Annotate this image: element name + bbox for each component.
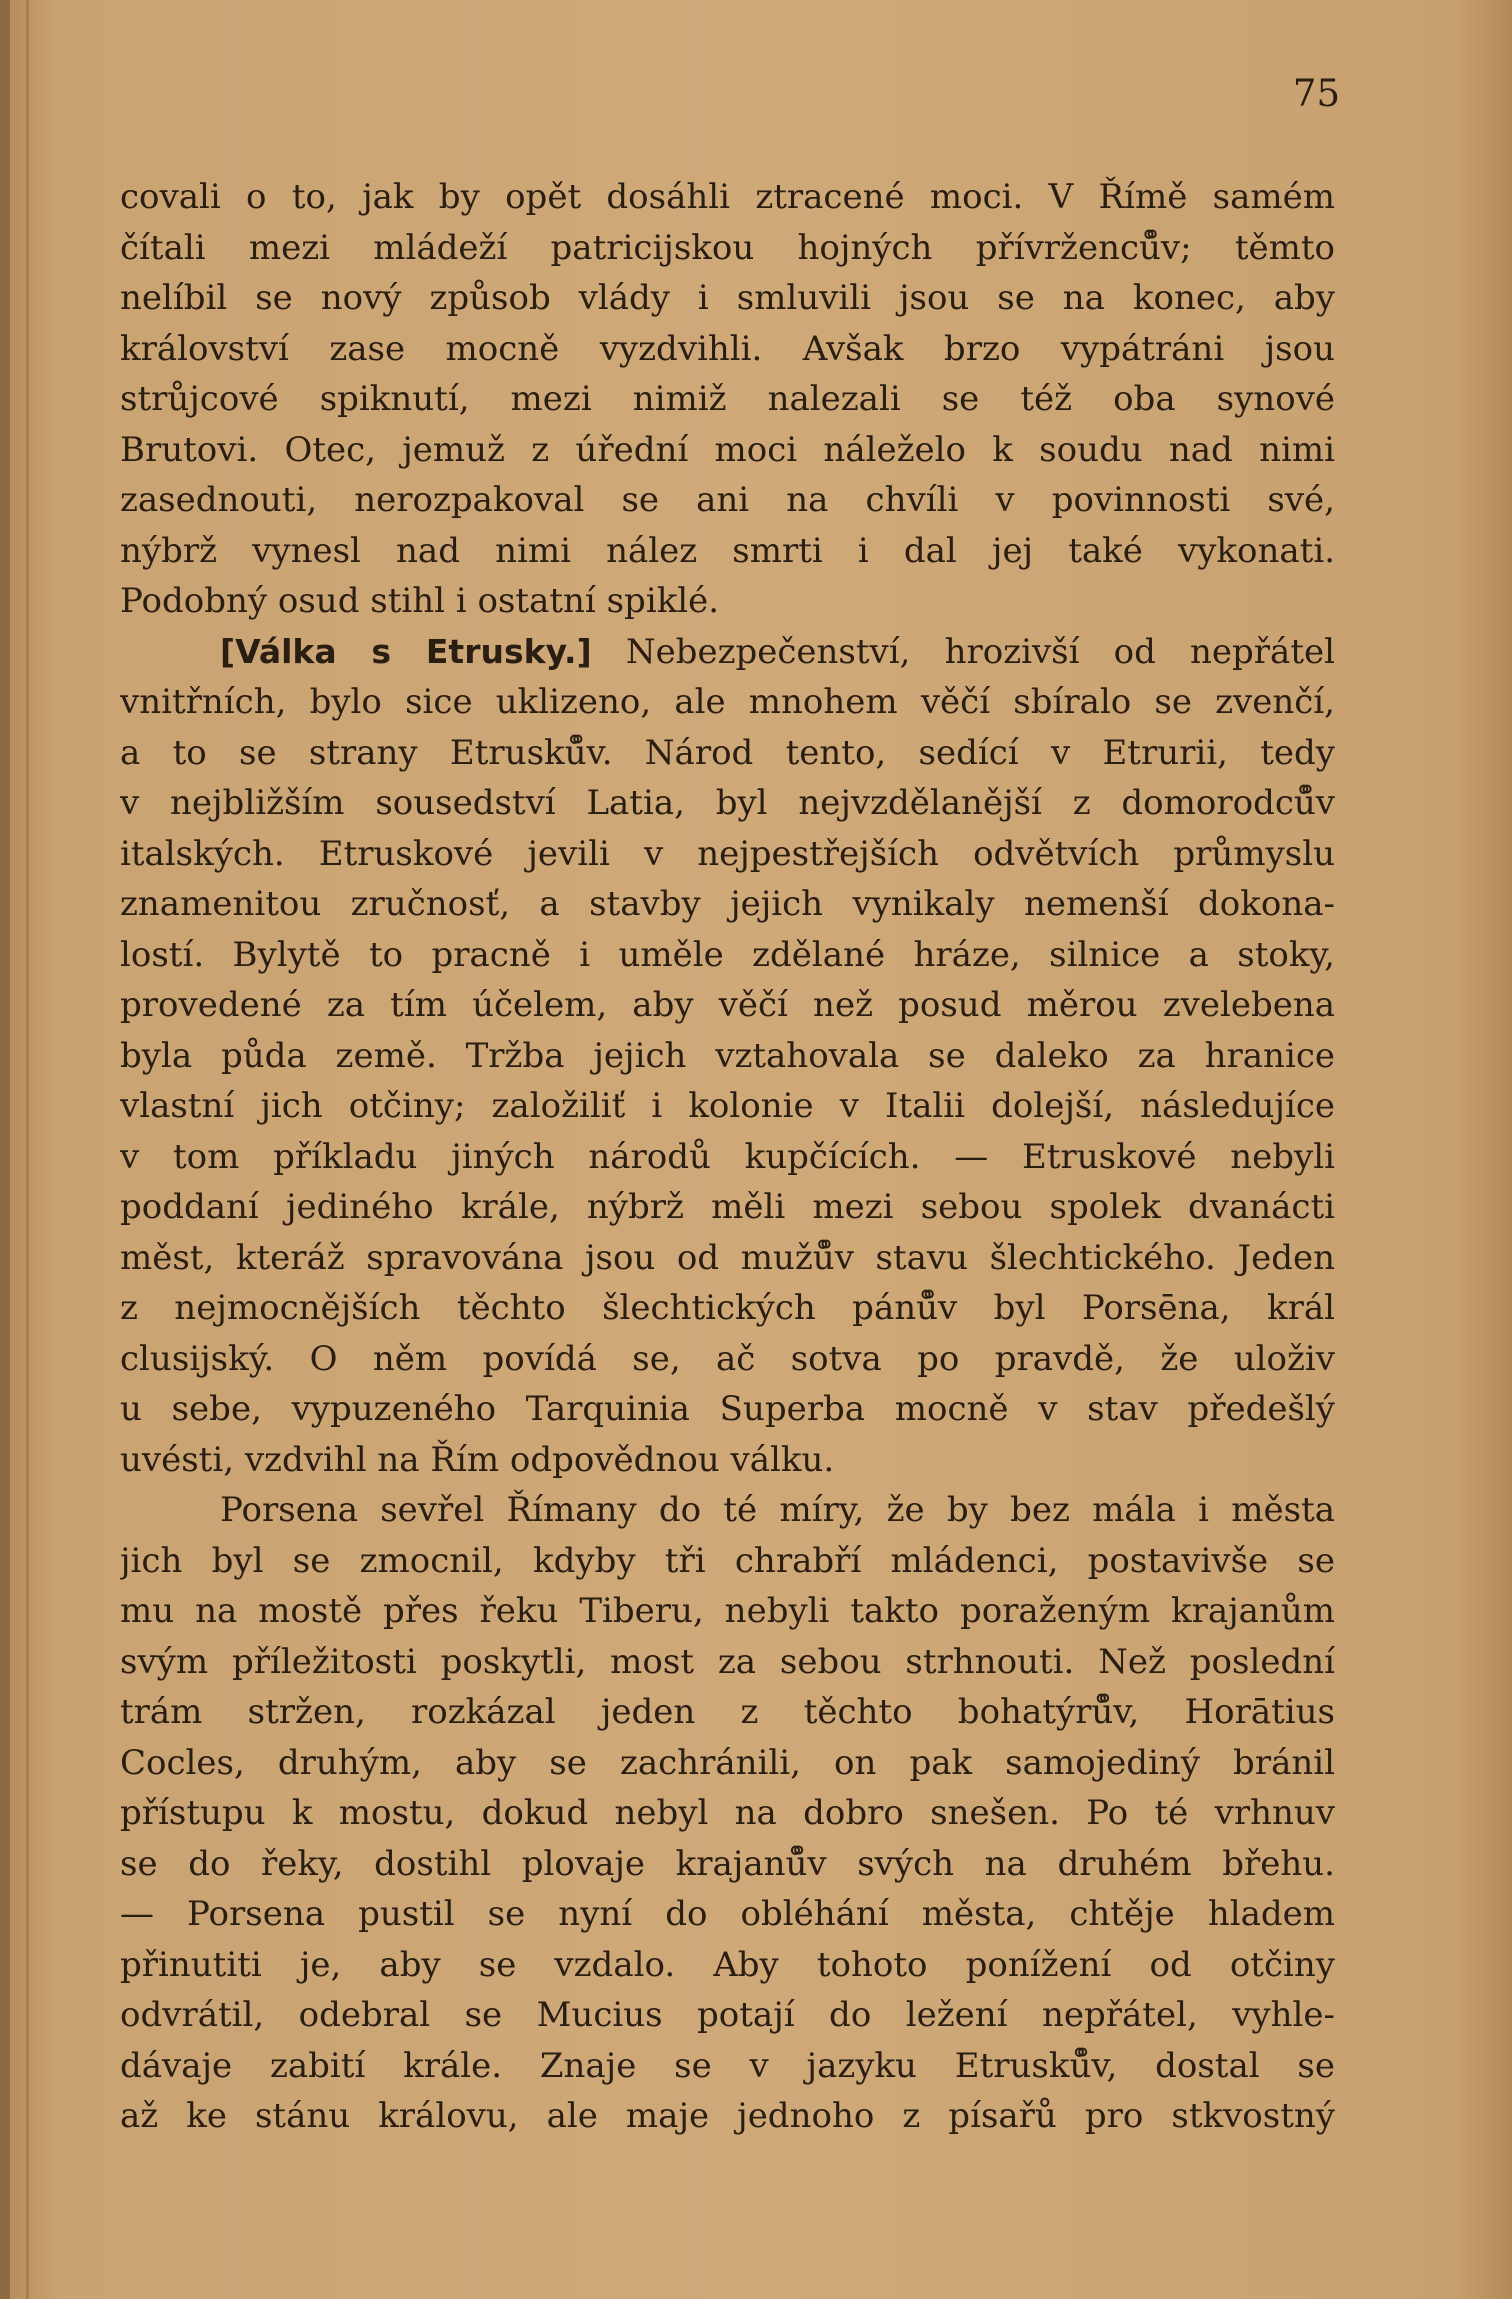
text-line: uvésti, vzdvihl na Řím odpovědnou válku. — [120, 1439, 835, 1480]
text-line: u sebe, vypuzeného Tarquinia Superba mocně v stav předešlý — [120, 1389, 1335, 1429]
text-line: měst, kteráž spravována jsou od mužů̊v stavu šlechtického. Jeden — [120, 1237, 1335, 1278]
text-line: lostí. Bylytě to pracně i uměle zdělané hráze, silnice a stoky, — [120, 934, 1335, 975]
text-line: odvrátil, odebral se Mucius potají do ležení nepřátel, vyhle- — [120, 1995, 1335, 2035]
text-line: v tom příkladu jiných národů kupčících. — Etruskové nebyli — [120, 1136, 1335, 1177]
text-line: clusijský. O něm povídá se, ač sotva po pravdě, že uloživ — [120, 1338, 1335, 1379]
page-number: 75 — [1292, 72, 1340, 115]
text-line: nýbrž vynesl nad nimi nález smrti i dal jej také vykonati. — [120, 530, 1335, 571]
text-line: přístupu k mostu, dokud nebyl na dobro snešen. Po té vrhnuv — [120, 1793, 1335, 1833]
text-line: trám stržen, rozkázal jeden z těchto bohatýrů̊v, Horātius — [120, 1692, 1335, 1732]
text-line: vnitřních, bylo sice uklizeno, ale mnohem věčí sbíralo se zvenčí, — [120, 682, 1335, 722]
text-line: Podobný osud stihl i ostatní spiklé. — [120, 581, 720, 621]
text-line: strůjcové spiknutí, mezi nimiž nalezali se též oba synové — [120, 379, 1335, 419]
text-line: zasednouti, nerozpakoval se ani na chvíli v povinnosti své, — [120, 480, 1335, 520]
text-line: až ke stánu královu, ale maje jednoho z písařů pro stkvostný — [120, 2096, 1335, 2136]
text-line: království zase mocně vyzdvihli. Avšak brzo vypátráni jsou — [120, 328, 1335, 369]
text-line: z nejmocnějších těchto šlechtických pánů̊v byl Porsēna, král — [120, 1288, 1335, 1328]
text-line: byla půda země. Tržba jejich vztahovala se daleko za hranice — [120, 1035, 1335, 1076]
text-line: svým příležitosti poskytli, most za sebou strhnouti. Než poslední — [120, 1641, 1335, 1682]
text-line: — Porsena pustil se nyní do obléhání města, chtěje hladem — [120, 1894, 1335, 1934]
section-heading: [Válka s Etrusky.] — [220, 631, 592, 671]
text-line: vlastní jich otčiny; založiliť i kolonie v Italii dolejší, následujíce — [120, 1086, 1335, 1126]
text-line: jich byl se zmocnil, kdyby tři chrabří mládenci, postavivše se — [120, 1540, 1335, 1581]
section-heading-line — [120, 627, 1335, 678]
text-line: Cocles, druhým, aby se zachránili, on pak samojediný bránil — [120, 1742, 1335, 1783]
text-line: Porsena sevřel Římany do té míry, že by bez mála i města — [220, 1490, 1335, 1530]
page-binding-shadow — [26, 0, 29, 2299]
text-line: covali o to, jak by opět dosáhli ztracené moci. V Římě samém — [120, 177, 1335, 217]
text-line: znamenitou zručnosť, a stavby jejich vynikaly nemenší dokona- — [120, 884, 1335, 924]
text-line: poddaní jediného krále, nýbrž měli mezi sebou spolek dvanácti — [120, 1187, 1335, 1227]
text-line: a to se strany Etrusků̊v. Národ tento, sedící v Etrurii, tedy — [120, 732, 1335, 773]
text-line: v nejbližším sousedství Latia, byl nejvzdělanější z domorodců̊v — [120, 783, 1335, 823]
text-line: dávaje zabití krále. Znaje se v jazyku Etrusků̊v, dostal se — [120, 2045, 1335, 2086]
text-line: italských. Etruskové jevili v nejpestřejších odvětvích průmyslu — [120, 833, 1335, 874]
text-line: mu na mostě přes řeku Tiberu, nebyli takto poraženým krajanům — [120, 1591, 1335, 1631]
page-binding-edge — [0, 0, 10, 2299]
section-heading-continuation: Nebezpečenství, hrozivší od nepřátel — [625, 631, 1335, 672]
text-line: čítali mezi mládeží patricijskou hojných přívrženců̊v; těmto — [120, 227, 1335, 268]
text-line: provedené za tím účelem, aby věčí než posud měrou zvelebena — [120, 985, 1335, 1025]
text-line: přinutiti je, aby se vzdalo. Aby tohoto ponížení od otčiny — [120, 1944, 1335, 1985]
text-line: nelíbil se nový způsob vlády i smluvili jsou se na konec, aby — [120, 278, 1335, 318]
body-text — [120, 172, 1335, 2142]
text-line: Brutovi. Otec, jemuž z úřední moci náleželo k soudu nad nimi — [120, 429, 1335, 470]
text-line: se do řeky, dostihl plovaje krajanů̊v svých na druhém břehu. — [120, 1843, 1335, 1884]
